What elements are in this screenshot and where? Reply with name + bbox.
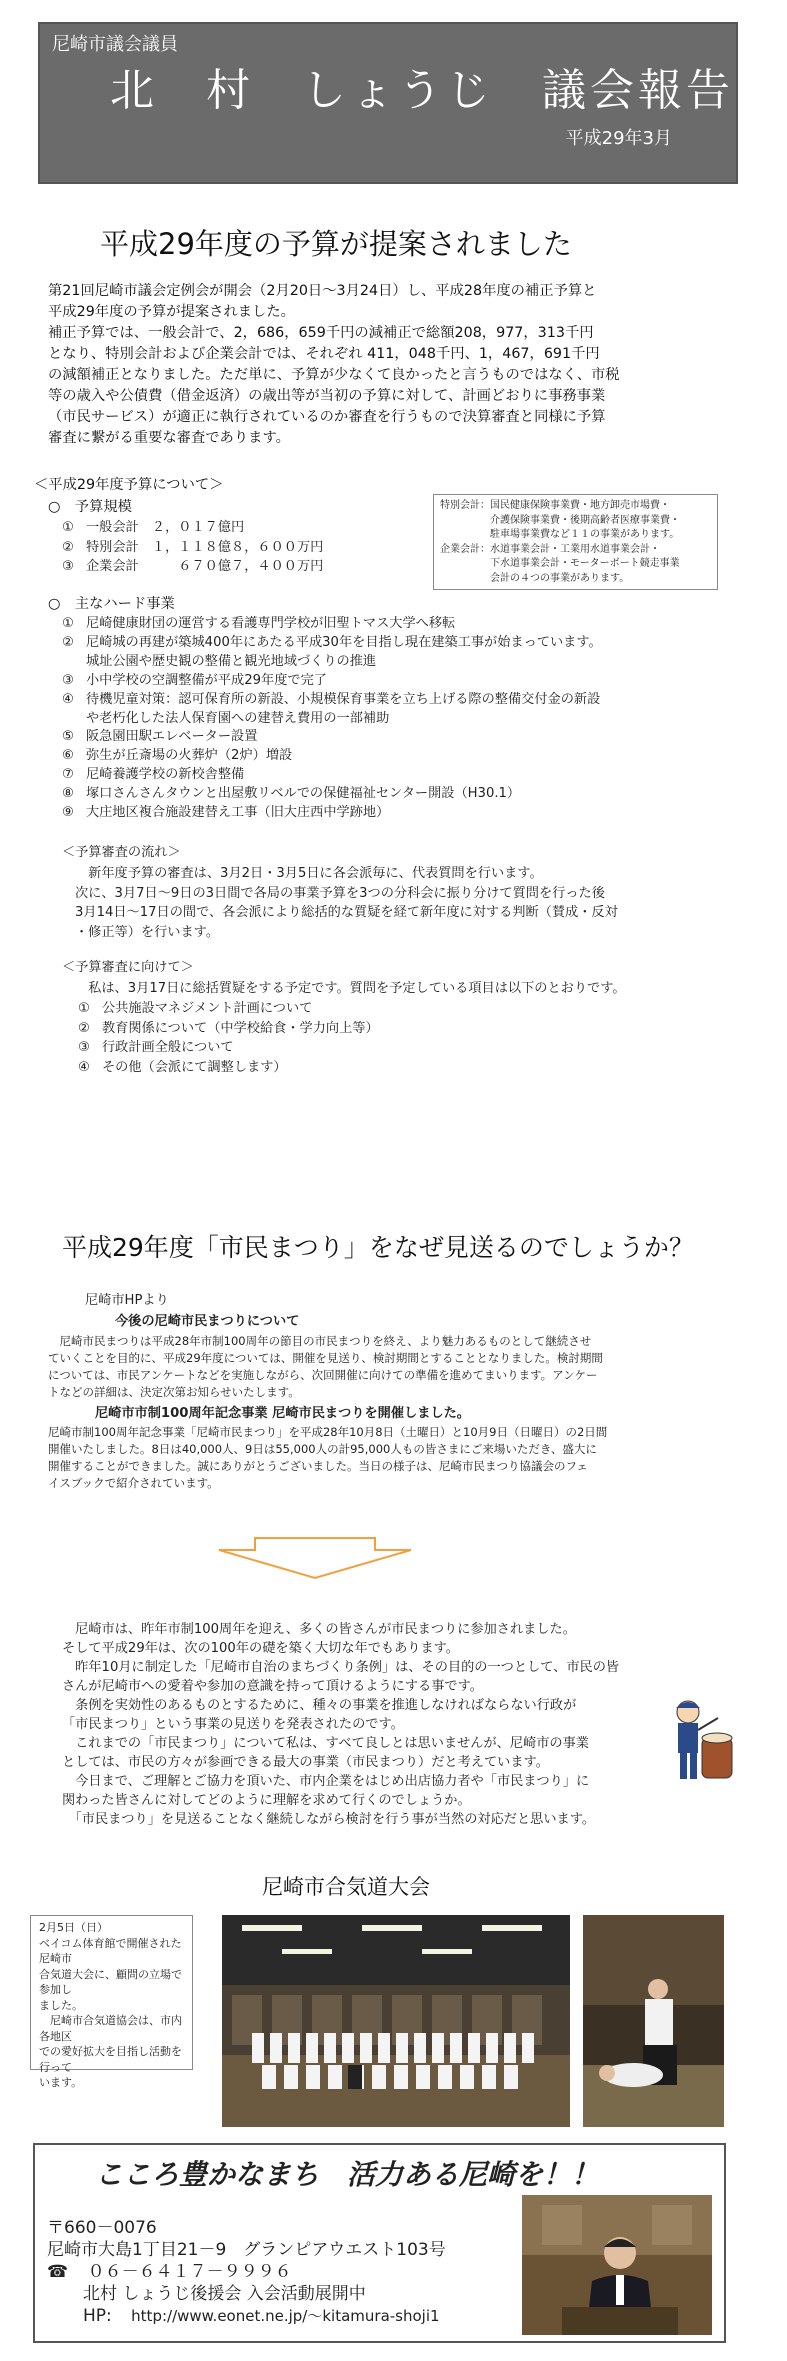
intro-line: 補正予算では、一般会計で、2，686，659千円の減補正で総額208，977，313千円 xyxy=(48,325,594,341)
hard-item: や老朽化した法人保育園への建替え費用の一部補助 xyxy=(86,710,390,726)
aikido-caption-box xyxy=(30,1915,193,2089)
hard-item: ⑦ 尼崎養護学校の新校舎整備 xyxy=(62,767,245,783)
accounts-note-box xyxy=(433,494,718,590)
comment-line: これまでの「市民まつり」について私は、すべて良しとは思いませんが、尼崎市の事業 xyxy=(62,1736,589,1751)
flow-text xyxy=(75,864,715,942)
para-line: ていくことを目的に、平成29年度については、開催を見送り、検討期間とすることとなりました。検討期間 xyxy=(48,1351,603,1365)
address: 尼崎市大島1丁目21－9 グランピアウエスト103号 xyxy=(47,2240,446,2260)
slogan: こころ豊かなまち 活力ある尼崎を！！ xyxy=(95,2158,600,2191)
scale-item: ① 一般会計 ２，０１７億円 xyxy=(62,520,245,535)
comment-line: 関わった皆さんに対してどのように理解を求めて行くのでしょうか。 xyxy=(62,1793,471,1808)
para-line: イスブックで紹介されています。 xyxy=(48,1476,219,1490)
comment-line: 条例を実効性のあるものとするために、種々の事業を推進しなければならない行政が xyxy=(62,1698,577,1713)
comment-line: 今日まで、ご理解とご協力を頂いた、市内企業をはじめ出店協力者や「市民まつり」に xyxy=(62,1774,590,1789)
flow-line: 次に、3月7日～9日の3日間で各局の事業予算を3つの分科会に振り分けて質問を行った後 xyxy=(75,885,605,901)
source-label: 尼崎市HPより xyxy=(85,1293,169,1308)
flow-heading: ＜予算審査の流れ＞ xyxy=(62,845,181,860)
hard-item: ② 尼崎城の再建が築城400年にあたる平成30年を目指し現在建築工事が始まっています。 xyxy=(62,634,602,650)
caption-line: 合気道大会に、顧問の立場で参加し xyxy=(39,1967,182,1996)
hard-item: ⑧ 塚口さんさんタウンと出屋敷リベルでの保健福祉センター開設（H30.1） xyxy=(62,786,521,802)
scale-list xyxy=(62,518,323,577)
phone-number: ０６－６４１７－９９９６ xyxy=(87,2262,292,2282)
scale-item: ③ 企業会計 ６７０億７，４００万円 xyxy=(62,559,324,574)
para-line: 尼崎市民まつりは平成28年市制100周年の節目の市民まつりを終え、より魅力あるものとして継続させ xyxy=(48,1334,592,1348)
hard-item: ⑤ 阪急園田駅エレベーター設置 xyxy=(62,729,258,745)
intro-line: 等の歳入や公債費（借金返済）の歳出等が当初の予算に対して、計画どおりに事務事業 xyxy=(48,388,606,404)
intro-line: となり、特別会計および企業会計では、それぞれ 411，048千円、1，467，691千円 xyxy=(48,346,600,362)
intro-line: 平成29年度の予算が提案されました。 xyxy=(48,304,295,320)
budget-heading: ＜平成29年度予算について＞ xyxy=(34,477,224,493)
hp-label: HP: xyxy=(83,2306,112,2326)
note-line: 駐車場事業費など１１の事業があります。 xyxy=(440,529,680,540)
intro-line: の減額補正となりました。ただ単に、予算が少なくて良かったと言うものではなく、市税 xyxy=(48,367,620,383)
phone-row xyxy=(47,2261,446,2283)
caption-line: 尼崎市合気道協会は、市内各地区 xyxy=(39,2014,182,2043)
note-line: 下水道事業会計・モーターボート競走事業 xyxy=(440,558,680,569)
flow-line: 3月14日～17日の間で、各会派により総括的な質疑を経て新年度に対する判断（賛成・反対 xyxy=(75,905,618,920)
aikido-group-photo xyxy=(222,1915,570,2127)
report-title: 北 村 しょうじ 議会報告 xyxy=(110,65,734,116)
contact-footer xyxy=(33,2143,726,2343)
caption-line: 2月5日（日） xyxy=(39,1921,108,1934)
note-line: 特別会計：国民健康保険事業費・地方卸売市場費・ xyxy=(440,500,670,511)
flow-line: ・修正等）を行います。 xyxy=(75,924,220,940)
para-line: 開催することができました。誠にありがとうございました。当日の様子は、尼崎市民まつり協議会のフェ xyxy=(48,1459,588,1473)
hard-item: ⑨ 大庄地区複合施設建替え工事（旧大庄西中学跡地） xyxy=(62,805,390,821)
caption-line: での愛好拡大を目指し活動を行って xyxy=(39,2045,182,2074)
flow-line: 新年度予算の審査は、3月2日・3月5日に各会派毎に、代表質問を行います。 xyxy=(75,866,543,881)
intro-line: 審査に繋がる重要な審査であります。 xyxy=(48,430,290,446)
festival-para2 xyxy=(48,1424,728,1492)
toward-list xyxy=(78,999,379,1077)
comment-line: 尼崎市は、昨年市制100周年を迎え、多くの皆さんが市民まつりに参加されました。 xyxy=(62,1622,576,1637)
para-line: トなどの詳細は、決定次第お知らせいたします。 xyxy=(48,1385,300,1399)
comment-line: そして平成29年は、次の100年の礎を築く大切な年でもあります。 xyxy=(62,1641,459,1656)
intro-line: （市民サービス）が適正に執行されているのか審査を行うもので決算審査と同様に予算 xyxy=(48,409,606,425)
hp-link[interactable]: http://www.eonet.ne.jp/～kitamura-shoji1 xyxy=(131,2307,440,2325)
festival-subheading: 今後の尼崎市民まつりについて xyxy=(115,1314,300,1329)
note-line: 介護保険事業費・後期高齢者医療事業費・ xyxy=(440,514,680,526)
toward-item: ② 教育関係について（中学校給食・学力向上等） xyxy=(78,1020,379,1036)
scale-item: ② 特別会計 １，１１８億８，６００万円 xyxy=(62,539,324,555)
hard-heading: ○ 主なハード事業 xyxy=(48,596,175,612)
contact-info xyxy=(47,2217,446,2327)
member-role: 尼崎市議会議員 xyxy=(52,34,178,55)
budget-section-title: 平成29年度の予算が提案されました xyxy=(100,227,572,261)
festival-drummer-illustration xyxy=(660,1690,735,1790)
comment-line: 昨年10月に制定した「尼崎市自治のまちづくり条例」は、その目的の一つとして、市民の皆 xyxy=(62,1660,620,1675)
hard-item: ④ 待機児童対策：認可保育所の新設、小規模保育事業を立ち上げる際の整備交付金の新設 xyxy=(62,691,601,707)
toward-text: 私は、3月17日に総括質疑をする予定です。質問を予定している項目は以下のとおりです。 xyxy=(75,981,626,996)
festival-comment xyxy=(62,1620,662,1829)
toward-heading: ＜予算審査に向けて＞ xyxy=(62,960,194,975)
toward-item: ① 公共施設マネジメント計画について xyxy=(78,1001,313,1016)
toward-item: ④ その他（会派にて調整します） xyxy=(78,1059,287,1075)
down-arrow-icon xyxy=(215,1536,415,1580)
festival-para1 xyxy=(48,1333,728,1401)
hard-item: ③ 小中学校の空調整備が平成29年度で完了 xyxy=(62,672,327,688)
aikido-section-title: 尼崎市合気道大会 xyxy=(262,1875,430,1899)
festival-section-title: 平成29年度「市民まつり」をなぜ見送るのでしょうか？ xyxy=(62,1233,694,1262)
note-line: 会計の４つの事業があります。 xyxy=(440,572,630,584)
note-line: 企業会計：水道事業会計・工業用水道事業会計・ xyxy=(440,543,660,555)
aikido-demo-photo xyxy=(583,1915,724,2127)
para-line: 尼崎市制100周年記念事業「尼崎市民まつり」を平成28年10月8日（土曜日）と10月9日（日曜日）の2日間 xyxy=(48,1425,608,1439)
report-date: 平成29年3月 xyxy=(565,128,672,149)
caption-line: ベイコム体育館で開催された尼崎市 xyxy=(39,1936,182,1965)
hard-item: ⑥ 弥生が丘斎場の火葬炉（2炉）増設 xyxy=(62,748,293,764)
comment-line: さんが尼崎市への愛着や参加の意識を持って頂けるようにする事です。 xyxy=(62,1679,483,1694)
caption-line: ました。 xyxy=(39,1998,83,2012)
hard-list xyxy=(62,615,602,823)
hard-item: 城址公園や歴史観の整備と観光地域づくりの推進 xyxy=(86,653,377,669)
hard-item: ① 尼崎健康財団の運営する看護専門学校が旧聖トマス大学へ移転 xyxy=(62,616,456,631)
speaker-photo xyxy=(522,2195,712,2335)
postal-code: 〒660－0076 xyxy=(47,2218,157,2238)
budget-intro xyxy=(48,281,728,449)
para-line: 開催いたしました。8日は40,000人、9日は55,000人の計95,000人もの皆さまにご来場いただき、盛大に xyxy=(48,1442,597,1456)
phone-icon: ☎ xyxy=(47,2262,69,2282)
toward-item: ③ 行政計画全般について xyxy=(78,1040,234,1055)
report-header xyxy=(38,22,738,184)
comment-line: としては、市民の方々が参画できる最大の事業（市民まつり）だと考えています。 xyxy=(62,1755,549,1770)
comment-line: 「市民まつり」という事業の見送りを発表されたのです。 xyxy=(62,1717,404,1732)
festival-subheading: 尼崎市市制100周年記念事業 尼崎市民まつりを開催しました。 xyxy=(95,1406,470,1421)
para-line: については、市民アンケートなどを実施しながら、次回開催に向けての準備を進めてまいります。アンケー xyxy=(48,1368,598,1382)
hp-row xyxy=(47,2305,446,2327)
caption-line: います。 xyxy=(39,2076,83,2089)
intro-line: 第21回尼崎市議会定例会が開会（2月20日～3月24日）し、平成28年度の補正予算と xyxy=(48,283,597,299)
scale-heading: ○ 予算規模 xyxy=(48,499,132,515)
comment-line: 「市民まつり」を見送ることなく継続しながら検討を行う事が当然の対応だと思います。 xyxy=(62,1812,596,1827)
association-text: 北村 しょうじ後援会 入会活動展開中 xyxy=(83,2284,366,2304)
